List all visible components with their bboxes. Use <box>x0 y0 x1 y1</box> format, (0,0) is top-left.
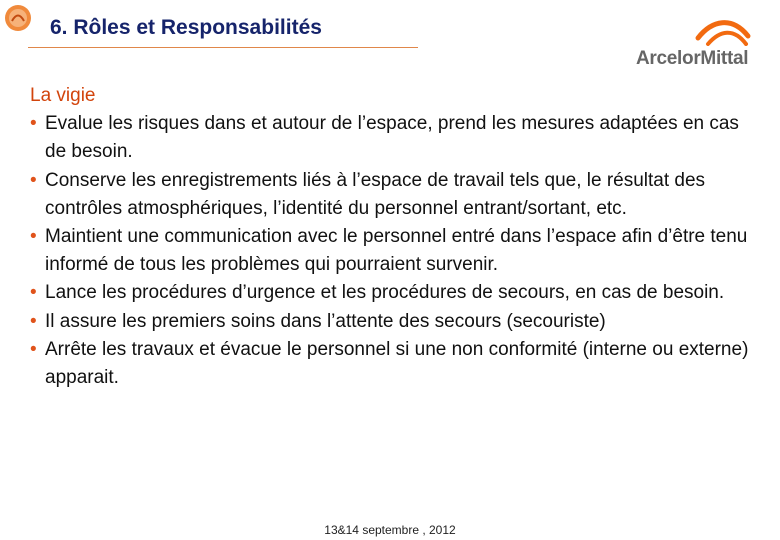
brand-logo <box>636 14 752 70</box>
bullet-icon: • <box>30 282 37 304</box>
list-item <box>30 110 765 166</box>
title-divider <box>28 47 418 48</box>
bullet-icon: • <box>30 310 37 332</box>
footer-date: 13&14 septembre , 2012 <box>324 523 456 537</box>
bullet-list <box>30 110 765 392</box>
list-item-text: Arrête les travaux et évacue le personnel si une non conformité (interne ou externe) apparait. <box>45 338 749 389</box>
page-title: 6. Rôles et Responsabilités <box>50 16 322 39</box>
list-item <box>30 308 765 336</box>
bullet-icon: • <box>30 226 37 248</box>
bullet-icon: • <box>30 338 37 360</box>
list-item <box>30 223 765 279</box>
list-item-text: Il assure les premiers soins dans l’attente des secours (secouriste) <box>45 310 606 332</box>
section-heading: La vigie <box>30 85 96 106</box>
list-item-text: Evalue les risques dans et autour de l’espace, prend les mesures adaptées en cas de besoin. <box>45 113 739 163</box>
arcelormittal-swoosh-icon <box>694 14 752 46</box>
brand-name: ArcelorMittal <box>636 48 749 69</box>
list-item-text: Conserve les enregistrements liés à l’espace de travail tels que, le résultat des contrôles atmosphériques, l’identité du personnel entrant/sortant, etc. <box>45 169 706 219</box>
list-item <box>30 336 765 392</box>
bullet-icon: • <box>30 113 37 135</box>
list-item <box>30 279 765 307</box>
list-item <box>30 167 765 223</box>
list-item-text: Lance les procédures d’urgence et les procédures de secours, en cas de besoin. <box>45 282 725 304</box>
bullet-icon: • <box>30 169 37 191</box>
list-item-text: Maintient une communication avec le personnel entré dans l’espace afin d’être tenu informé de tous les problèmes qui pourraient survenir. <box>45 226 748 276</box>
emblem-icon <box>4 4 32 32</box>
slide-body <box>30 82 765 392</box>
